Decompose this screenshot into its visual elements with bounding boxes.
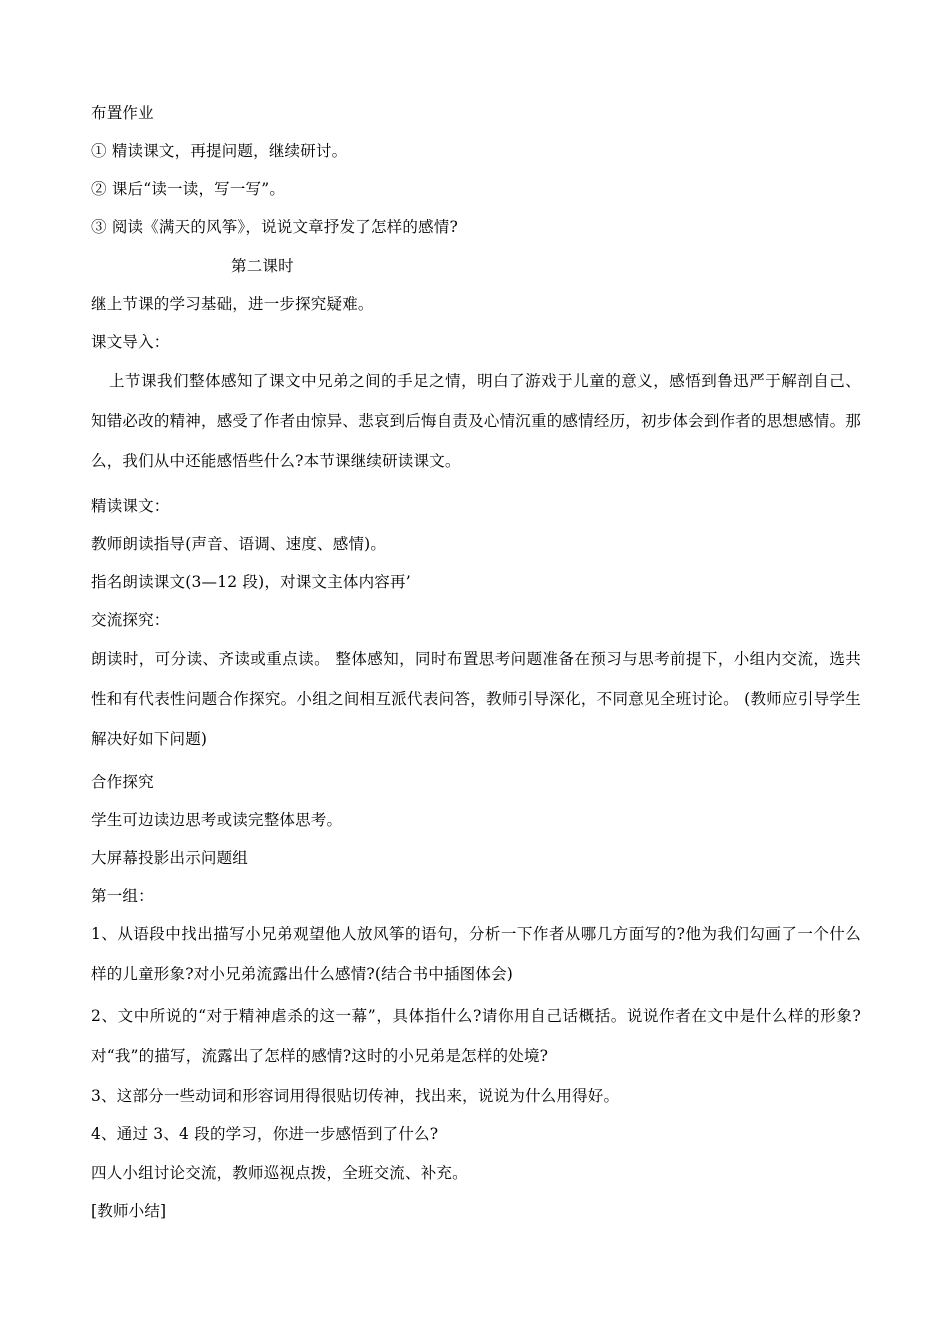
screen-line: 大屏幕投影出示问题组 <box>91 849 249 867</box>
read-guide: 教师朗读指导(声音、语调、速度、感情)。 <box>91 535 387 553</box>
continue-line: 继上节课的学习基础，进一步探究疑难。 <box>91 295 374 313</box>
intro-heading: 课文导入： <box>91 333 170 351</box>
intro-paragraph: 上节课我们整体感知了课文中兄弟之间的手足之情，明白了游戏于儿童的意义，感悟到鲁迅严于解剖自己、知错必改的精神，感受了作者由惊异、悲哀到后悔自责及心情沉重的感情经历，初步体会到作者的思想感情。那么，我们从中还能感悟些什么?本节课继续研读课文。 <box>91 372 861 470</box>
homework-item: ② 课后“读一读，写一写”。 <box>91 180 286 198</box>
coop-heading: 合作探究 <box>91 773 154 791</box>
question-item: 4、通过 3、4 段的学习，你进一步感悟到了什么? <box>91 1125 439 1143</box>
homework-heading: 布置作业 <box>91 104 154 122</box>
homework-item: ③ 阅读《满天的风筝》，说说文章抒发了怎样的感情? <box>91 218 458 236</box>
question-item: 3、这部分一些动词和形容词用得很贴切传神，找出来，说说为什么用得好。 <box>91 1087 620 1105</box>
coop-line: 学生可边读边思考或读完整体思考。 <box>91 811 343 829</box>
exchange-paragraph: 朗读时，可分读、齐读或重点读。 整体感知，同时布置思考问题准备在预习与思考前提下，小组内交流，选共性和有代表性问题合作探究。小组之间相互派代表问答，教师引导深化，不同意见全班讨论。 (教师应引导学生解决好如下问题) <box>91 650 861 748</box>
read-heading: 精读课文： <box>91 497 170 515</box>
lesson-title: 第二课时 <box>231 257 294 275</box>
read-assign: 指名朗读课文(3—12 段)，对课文主体内容再’ <box>91 573 411 591</box>
discussion-line: 四人小组讨论交流，教师巡视点拨，全班交流、补充。 <box>91 1164 468 1182</box>
question-item: 1、从语段中找出描写小兄弟观望他人放风筝的语句，分析一下作者从哪几方面写的?他为我们勾画了一个什么样的儿童形象?对小兄弟流露出什么感情?(结合书中插图体会) <box>91 925 861 983</box>
exchange-heading: 交流探究： <box>91 611 170 629</box>
summary-heading: [教师小结] <box>91 1202 167 1220</box>
group-heading: 第一组： <box>91 887 154 905</box>
homework-item: ① 精读课文，再提问题，继续研讨。 <box>91 142 348 160</box>
question-item: 2、文中所说的“对于精神虐杀的这一幕”，具体指什么?请你用自己话概括。说说作者在文中是什么样的形象?对“我”的描写，流露出了怎样的感情?这时的小兄弟是怎样的处境? <box>91 1007 861 1065</box>
